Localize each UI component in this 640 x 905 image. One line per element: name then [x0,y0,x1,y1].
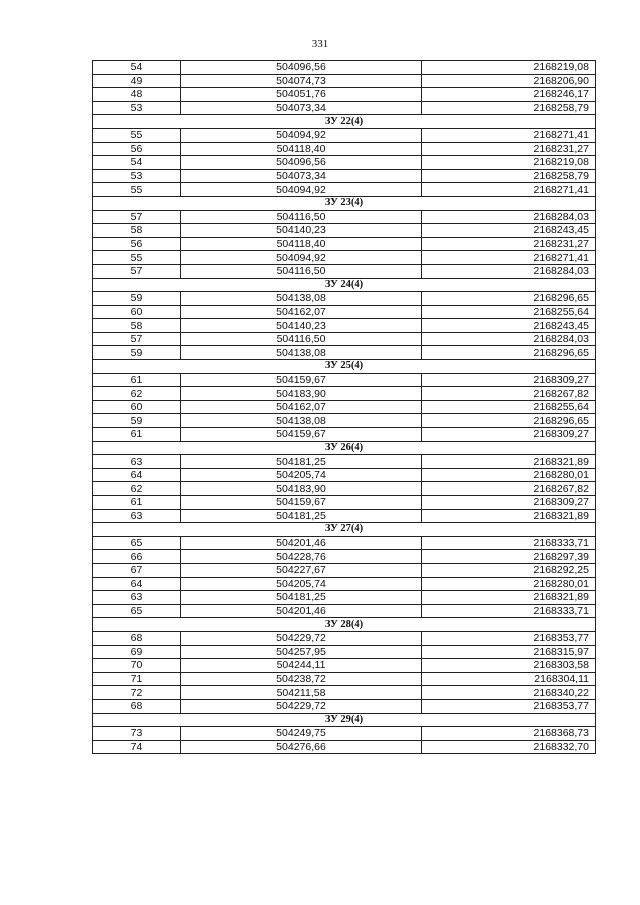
x-coordinate-cell: 504140,23 [181,224,422,238]
table-row [93,373,596,387]
x-coordinate-cell: 504229,72 [181,631,422,645]
table-row [93,509,596,523]
x-coordinate-cell: 504116,50 [181,264,422,278]
point-number-cell: 48 [93,88,181,102]
x-coordinate-cell: 504096,56 [181,61,422,75]
table-row [93,740,596,754]
point-number-cell: 61 [93,373,181,387]
y-coordinate-cell: 2168258,79 [422,101,596,115]
section-label: ЗУ 24(4) [93,278,596,292]
table-row [93,428,596,442]
point-number-cell: 59 [93,292,181,306]
y-coordinate-cell: 2168231,27 [422,237,596,251]
point-number-cell: 71 [93,672,181,686]
y-coordinate-cell: 2168271,41 [422,183,596,197]
section-header-row [93,523,596,537]
point-number-cell: 72 [93,686,181,700]
y-coordinate-cell: 2168206,90 [422,74,596,88]
table-row [93,128,596,142]
point-number-cell: 62 [93,387,181,401]
y-coordinate-cell: 2168271,41 [422,251,596,265]
x-coordinate-cell: 504138,08 [181,292,422,306]
x-coordinate-cell: 504183,90 [181,482,422,496]
y-coordinate-cell: 2168315,97 [422,645,596,659]
point-number-cell: 55 [93,251,181,265]
point-number-cell: 56 [93,142,181,156]
point-number-cell: 58 [93,319,181,333]
x-coordinate-cell: 504138,08 [181,346,422,360]
y-coordinate-cell: 2168219,08 [422,61,596,75]
table-row [93,169,596,183]
table-row [93,482,596,496]
x-coordinate-cell: 504276,66 [181,740,422,754]
point-number-cell: 55 [93,183,181,197]
section-label: ЗУ 25(4) [93,360,596,374]
y-coordinate-cell: 2168284,03 [422,332,596,346]
y-coordinate-cell: 2168309,27 [422,496,596,510]
x-coordinate-cell: 504116,50 [181,332,422,346]
point-number-cell: 70 [93,659,181,673]
y-coordinate-cell: 2168332,70 [422,740,596,754]
x-coordinate-cell: 504227,67 [181,563,422,577]
table-row [93,346,596,360]
table-row [93,604,596,618]
point-number-cell: 61 [93,428,181,442]
y-coordinate-cell: 2168309,27 [422,428,596,442]
point-number-cell: 68 [93,699,181,713]
y-coordinate-cell: 2168304,11 [422,672,596,686]
point-number-cell: 73 [93,727,181,741]
table-row [93,468,596,482]
x-coordinate-cell: 504249,75 [181,727,422,741]
point-number-cell: 63 [93,509,181,523]
point-number-cell: 64 [93,468,181,482]
table-row [93,496,596,510]
y-coordinate-cell: 2168321,89 [422,591,596,605]
table-row [93,88,596,102]
x-coordinate-cell: 504211,58 [181,686,422,700]
y-coordinate-cell: 2168243,45 [422,319,596,333]
section-label: ЗУ 29(4) [93,713,596,727]
x-coordinate-cell: 504257,95 [181,645,422,659]
section-label: ЗУ 27(4) [93,523,596,537]
table-row [93,237,596,251]
table-row [93,550,596,564]
point-number-cell: 56 [93,237,181,251]
x-coordinate-cell: 504073,34 [181,101,422,115]
section-label: ЗУ 28(4) [93,618,596,632]
point-number-cell: 65 [93,604,181,618]
table-row [93,672,596,686]
y-coordinate-cell: 2168271,41 [422,128,596,142]
point-number-cell: 69 [93,645,181,659]
x-coordinate-cell: 504229,72 [181,699,422,713]
section-header-row [93,115,596,129]
y-coordinate-cell: 2168303,58 [422,659,596,673]
y-coordinate-cell: 2168284,03 [422,264,596,278]
x-coordinate-cell: 504244,11 [181,659,422,673]
table-row [93,414,596,428]
table-row [93,142,596,156]
x-coordinate-cell: 504181,25 [181,509,422,523]
point-number-cell: 61 [93,496,181,510]
table-row [93,74,596,88]
y-coordinate-cell: 2168292,25 [422,563,596,577]
point-number-cell: 54 [93,61,181,75]
y-coordinate-cell: 2168321,89 [422,455,596,469]
y-coordinate-cell: 2168267,82 [422,387,596,401]
point-number-cell: 57 [93,264,181,278]
x-coordinate-cell: 504201,46 [181,604,422,618]
x-coordinate-cell: 504181,25 [181,455,422,469]
y-coordinate-cell: 2168321,89 [422,509,596,523]
section-header-row [93,360,596,374]
point-number-cell: 58 [93,224,181,238]
point-number-cell: 64 [93,577,181,591]
table-row [93,210,596,224]
x-coordinate-cell: 504118,40 [181,237,422,251]
x-coordinate-cell: 504159,67 [181,373,422,387]
table-row [93,699,596,713]
table-row [93,292,596,306]
page-number: 331 [311,38,329,50]
y-coordinate-cell: 2168353,77 [422,631,596,645]
x-coordinate-cell: 504159,67 [181,428,422,442]
table-row [93,686,596,700]
point-number-cell: 65 [93,536,181,550]
table-row [93,631,596,645]
point-number-cell: 67 [93,563,181,577]
table-row [93,455,596,469]
table-row [93,61,596,75]
section-label: ЗУ 23(4) [93,196,596,210]
x-coordinate-cell: 504116,50 [181,210,422,224]
point-number-cell: 57 [93,210,181,224]
table-row [93,536,596,550]
section-header-row [93,278,596,292]
table-row [93,305,596,319]
x-coordinate-cell: 504074,73 [181,74,422,88]
y-coordinate-cell: 2168219,08 [422,156,596,170]
point-number-cell: 53 [93,101,181,115]
table-row [93,264,596,278]
x-coordinate-cell: 504205,74 [181,577,422,591]
point-number-cell: 63 [93,455,181,469]
point-number-cell: 60 [93,400,181,414]
table-row [93,387,596,401]
y-coordinate-cell: 2168255,64 [422,305,596,319]
y-coordinate-cell: 2168280,01 [422,468,596,482]
point-number-cell: 60 [93,305,181,319]
x-coordinate-cell: 504181,25 [181,591,422,605]
x-coordinate-cell: 504073,34 [181,169,422,183]
y-coordinate-cell: 2168368,73 [422,727,596,741]
y-coordinate-cell: 2168246,17 [422,88,596,102]
point-number-cell: 55 [93,128,181,142]
x-coordinate-cell: 504140,23 [181,319,422,333]
section-label: ЗУ 26(4) [93,441,596,455]
section-header-row [93,713,596,727]
y-coordinate-cell: 2168243,45 [422,224,596,238]
y-coordinate-cell: 2168297,39 [422,550,596,564]
y-coordinate-cell: 2168296,65 [422,292,596,306]
section-header-row [93,196,596,210]
y-coordinate-cell: 2168340,22 [422,686,596,700]
point-number-cell: 68 [93,631,181,645]
table-row [93,101,596,115]
y-coordinate-cell: 2168258,79 [422,169,596,183]
point-number-cell: 53 [93,169,181,183]
y-coordinate-cell: 2168309,27 [422,373,596,387]
y-coordinate-cell: 2168296,65 [422,346,596,360]
x-coordinate-cell: 504205,74 [181,468,422,482]
y-coordinate-cell: 2168284,03 [422,210,596,224]
point-number-cell: 63 [93,591,181,605]
section-label: ЗУ 22(4) [93,115,596,129]
x-coordinate-cell: 504094,92 [181,251,422,265]
y-coordinate-cell: 2168255,64 [422,400,596,414]
table-row [93,727,596,741]
table-row [93,659,596,673]
x-coordinate-cell: 504162,07 [181,400,422,414]
point-number-cell: 59 [93,346,181,360]
x-coordinate-cell: 504183,90 [181,387,422,401]
x-coordinate-cell: 504094,92 [181,183,422,197]
x-coordinate-cell: 504096,56 [181,156,422,170]
x-coordinate-cell: 504138,08 [181,414,422,428]
point-number-cell: 62 [93,482,181,496]
x-coordinate-cell: 504201,46 [181,536,422,550]
table-row [93,563,596,577]
point-number-cell: 57 [93,332,181,346]
x-coordinate-cell: 504228,76 [181,550,422,564]
table-row [93,645,596,659]
y-coordinate-cell: 2168267,82 [422,482,596,496]
table-row [93,400,596,414]
table-row [93,591,596,605]
x-coordinate-cell: 504162,07 [181,305,422,319]
point-number-cell: 59 [93,414,181,428]
x-coordinate-cell: 504159,67 [181,496,422,510]
table-row [93,319,596,333]
y-coordinate-cell: 2168333,71 [422,604,596,618]
point-number-cell: 74 [93,740,181,754]
table-row [93,224,596,238]
x-coordinate-cell: 504094,92 [181,128,422,142]
table-row [93,332,596,346]
point-number-cell: 66 [93,550,181,564]
coordinates-table [92,60,596,754]
table-row [93,183,596,197]
coordinates-table-body [93,61,596,754]
y-coordinate-cell: 2168231,27 [422,142,596,156]
table-row [93,251,596,265]
y-coordinate-cell: 2168296,65 [422,414,596,428]
point-number-cell: 49 [93,74,181,88]
table-row [93,156,596,170]
x-coordinate-cell: 504118,40 [181,142,422,156]
y-coordinate-cell: 2168333,71 [422,536,596,550]
section-header-row [93,441,596,455]
x-coordinate-cell: 504051,76 [181,88,422,102]
section-header-row [93,618,596,632]
y-coordinate-cell: 2168280,01 [422,577,596,591]
x-coordinate-cell: 504238,72 [181,672,422,686]
y-coordinate-cell: 2168353,77 [422,699,596,713]
point-number-cell: 54 [93,156,181,170]
table-row [93,577,596,591]
